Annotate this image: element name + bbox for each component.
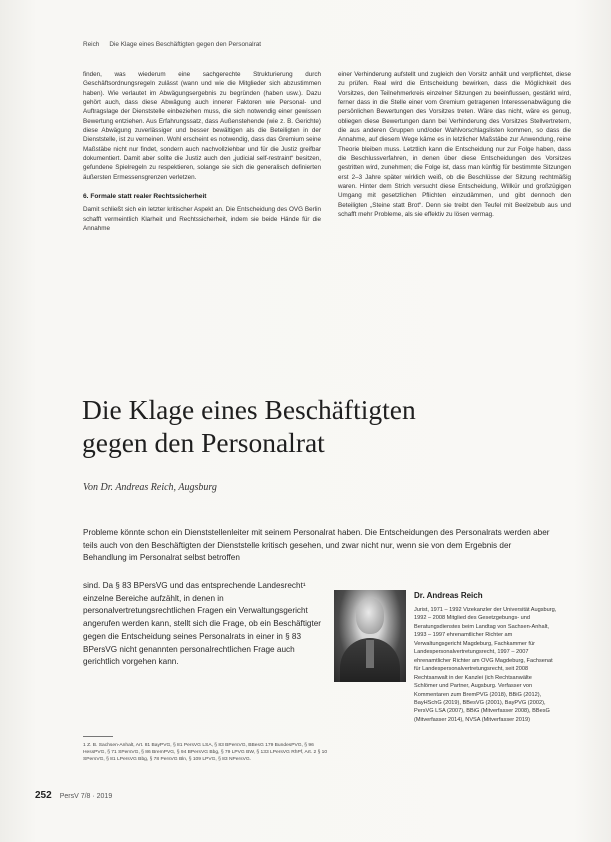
article-title-line-2: gegen den Personalrat	[82, 427, 325, 458]
section-heading: 6. Formale statt realer Rechtssicherheit	[83, 193, 207, 201]
previous-article-right-column	[338, 70, 571, 220]
article-lead-top: Probleme könnte schon ein Dienststellenleiter mit seinem Personalrat haben. Die Entscheidungen des Personalrats werden aber teils auch von den Beschäftigten der Dienststelle kritisch gesehen, und zwar nicht nur, wenn sie von dem Ergebnis der Behandlung im Personalrat selbst betroffen	[83, 528, 550, 563]
author-photo-head	[356, 598, 384, 634]
page-number: 252	[35, 790, 52, 801]
previous-article-paragraph-2: Damit schließt sich ein letzter kritischer Aspekt an. Die Entscheidung des OVG Berlin schafft vermeintlich Klarheit und Rechtssicherheit, indem sie beide Hände für die Annahme	[83, 206, 321, 233]
article-byline: Von Dr. Andreas Reich, Augsburg	[83, 482, 217, 493]
footnote-rule	[83, 736, 113, 737]
running-head-section: Reich	[83, 41, 100, 48]
previous-article-right-paragraph: einer Verhinderung aufstellt und zugleich den Vorsitz anhält und verpflichtet, diese zu prüfen. Real wird die Entscheidung bewirken, dass die Möglichkeit des Vorsitzes, den Teilnehmerkreis einzelner Sitzungen zu beeinflussen, gestärkt wird, ferner dass in die Stelle einer vom Gremium getragenen Interessenabwägung die persönlichen Bewertungen des Vorsitzes treten. Wäre das nicht, wäre es genug, obliegen diese Bewertungen dann bei Verhinderung des Vorsitzes Stellvertretern, die aus anderen Gruppen und/oder Wahlvorschlagslisten kommen, so dass die Annahme, auf diesem Wege käme es in letzlicher Maßstäbe zur Anwendung, reine Theorie bleiben muss. Letztlich kann die Entscheidung nur zur Folge haben, dass die Beschlussverfahren, in denen über diese Entscheidungen des Vorsitzes gestritten wird, zunehmen; die Folge ist, dass man künftig für bestimmte Sitzungen erst 2–3 Jahre später wirklich weiß, ob die Beschlüsse der Sitzung rechtmäßig waren. Hinter dem Strich versucht diese Entscheidung, Willkür und großzügigen Umgang mit gesetzlichen Pflichten einzudämmen, und gibt dennoch den Beteiligten „Steine statt Brot“. Denn sie treibt den Teufel mit Beelzebub aus und schafft mehr Probleme, als sie effektiv zu lösen vermag.	[338, 71, 571, 219]
previous-article-paragraph: finden, was wiederum eine sachgerechte Strukturierung durch Geschäftsordnungsregeln zulässt (wann und wie die Mitglieder sich abzustimmen haben). Wie verlautet im Abwägungsergebnis zu begründen (haben usw.). Dazu gehört auch, dass diese Abwägung auch innerer Faktoren wie Personal- und Auftragslage der Dienststelle einbeziehen muss, die sich notwendig einer gewissen Bewertung entziehen. Aus Erfahrungssatz, dass Außenstehende (wie z. B. Gerichte) diese Abwägung zuverlässiger und besser bewältigen als die Beteiligten in der Dienststelle, ist zu verneinen. Wohl erscheint es notwendig, dass das Gremium seine Maßstäbe nicht nur findet, sondern auch nachvollziehbar und für die Justiz greifbar dokumentiert. Damit aber sollte die Justiz auch den „judicial self-restraint“ besitzen, gefundene Spielregeln zu respektieren, solange sie sich die generalisch definierten äußersten Ermessensgrenzen verletzen.	[83, 71, 321, 181]
running-head-title: Die Klage eines Beschäftigten gegen den Personalrat	[109, 41, 262, 48]
author-bio: Jurist, 1971 – 1992 Vizekanzler der Universität Augsburg, 1992 – 2008 Mitglied des Gesetzgebungs- und Beratungsdienstes beim Landtag von Sachsen-Anhalt, 1993 – 1997 ehrenamtlicher Richter am Verwaltungsgericht Magdeburg, Fachkammer für Landespersonalvertretungsrecht, 1997 – 2007 ehrenamtlicher Richter am OVG Magdeburg, Fachsenat für Landespersonalvertretungsrecht, seit 2008 Rechtsanwalt in der Kanzlei (ich Rechtsanwälte Schlömer und Partner, Augsburg. Verfasser von Kommentaren zum BremPVG (2018), BBiG (2012), BayHSchG (2019), BBesVG (2001), BayPVG (2002), PersVG LSA (2007), BBiG (Mitverfasser 2008), BBesG (Mitverfasser 2014), NVSA (Mitverfasser 2019)	[414, 607, 557, 723]
page-footer	[35, 790, 112, 801]
running-head	[83, 41, 261, 48]
article-title-line-1: Die Klage eines Beschäftigten	[82, 394, 416, 425]
journal-issue: PersV 7/8 · 2019	[59, 793, 113, 800]
previous-article-left-column	[83, 70, 321, 234]
footnote: 1 Z. B. Sachsen-Anhalt, Art. 81 BayPVG, § 81 PersVG LSA, § 83 BPersVG, BBesG 179 BundesPVG, § 96 HessPVG, § 71 SPersVG, § 86 BremPVG, § 94 BPersVG Bbg, § 79 LPVG BW, § 133 LPersVG RhPf, Art. 2 § 10 SPersVG, § 81 LPersVG Bbg, § 78 PersVG Bln, § 109 LPVG, § 83 NPersVG.	[83, 743, 328, 763]
article-lead-left: sind. Da § 83 BPersVG und das entsprechende Landesrecht¹ einzelne Bereiche aufzählt, in denen in personalvertretungsrechtlichen Fragen ein Verwaltungsgericht angerufen werden kann, stellt sich die Frage, ob ein Beschäftigter gegen die Entscheidung seines Personalrats in einer in § 83 BPersVG nicht genannten personalrechtlichen Frage auch gerichtlich vorgehen kann.	[83, 581, 322, 667]
article-title	[82, 393, 552, 459]
author-photo	[334, 590, 406, 682]
author-name: Dr. Andreas Reich	[414, 591, 483, 600]
author-photo-tie	[366, 640, 374, 668]
